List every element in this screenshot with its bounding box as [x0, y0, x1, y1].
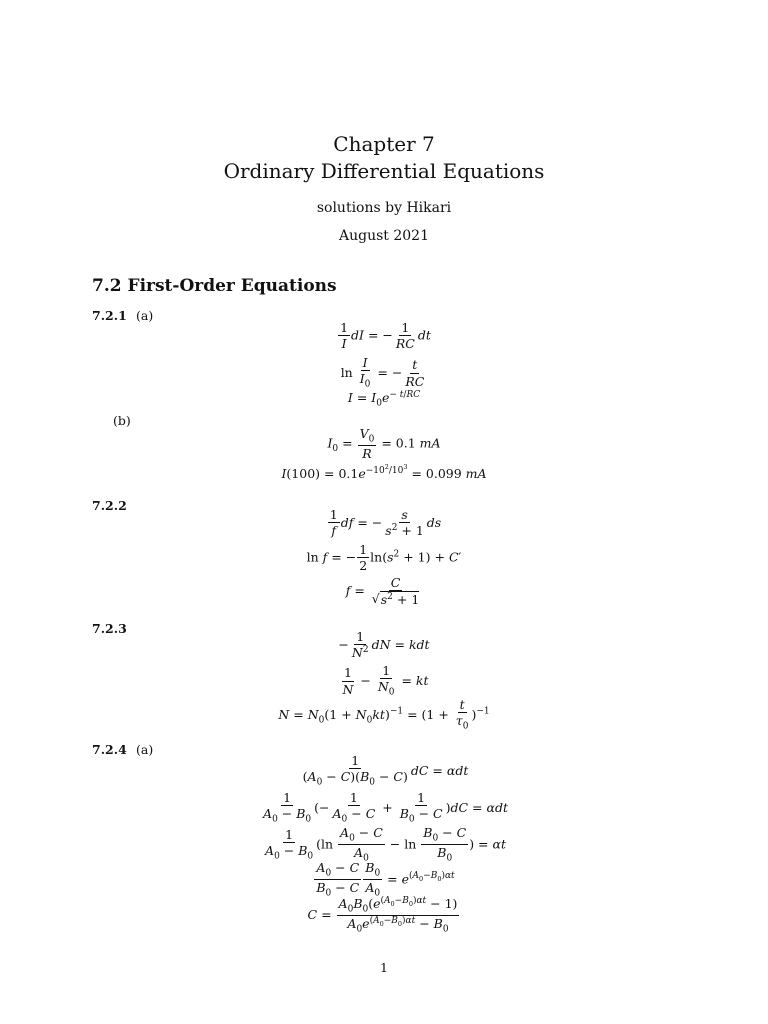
equation: − $\frac{1}{N^2}$ dN = kdt	[338, 629, 430, 661]
equation: $I_0$ = $\frac{V_0}{R}$ = 0.1 mA	[327, 426, 441, 461]
author-line: solutions by Hikari	[316, 200, 452, 216]
equation: C = $\frac{A_0B_0(e^{(A_0-B_0)\alpha t} - 1)}{A_0e^{(A_0-B_0)\alpha t} - B_0}$	[307, 896, 458, 935]
date-line: August 2021	[339, 228, 429, 244]
equation: $\frac{1}{A_0 - B_0}$ (− $\frac{1}{A_0 - C}$ + $\frac{1}{B_0 - C}$ )dC = αdt	[263, 790, 508, 825]
equation: $I = I_0e^{- t/RC}$	[347, 390, 421, 409]
problem-label-7-2-2: 7.2.2	[92, 498, 127, 513]
equation: $\frac{1}{A_0 - B_0}$ (ln $\frac{A_0 - C}{A_0}$ − ln $\frac{B_0 - C}{B_0}$ ) = αt	[265, 825, 506, 864]
equation: ln $\frac{I}{I_0}$ = − $\frac{t}{RC}$	[340, 355, 425, 390]
chapter-title: Ordinary Differential Equations	[223, 159, 545, 183]
problem-label-7-2-4: 7.2.4	[92, 742, 127, 757]
page-number: 1	[380, 960, 388, 975]
equation: $\frac{A_0 - C}{B_0 - C}$ $\frac{B_0}{A_0}$ = $e^{(A_0-B_0)\alpha t}$	[316, 860, 455, 899]
section-heading: 7.2 First-Order Equations	[92, 276, 337, 296]
equation: ln f = − $\frac{1}{2}$ $\ln(s^2 + 1) + C'$	[306, 542, 462, 574]
problem-label-7-2-3: 7.2.3	[92, 621, 127, 636]
equation: $I(100) = 0.1e^{-10^2/10^3} = 0.099$ mA	[281, 463, 487, 482]
equation: $\frac{1}{f}$ df = − $\frac{s}{s^2 + 1}$ ds	[329, 507, 442, 539]
equation: $\frac{1}{N}$ − $\frac{1}{N_0}$ = kt	[342, 663, 429, 698]
part-label-a: (a)	[136, 308, 154, 323]
equation: $N = N_0(1 + N_0kt)^{-1} = (1$ + $\frac{t}{\tau_0}$ )$^{-1}$	[278, 697, 490, 732]
problem-label-7-2-1: 7.2.1	[92, 308, 127, 323]
chapter-number: Chapter 7	[333, 132, 435, 156]
equation: $\frac{1}{(A_0 - C)(B_0 - C)}$ dC = αdt	[302, 753, 469, 788]
part-label-a: (a)	[136, 742, 154, 757]
part-label-b: (b)	[113, 413, 131, 428]
equation: $\frac{1}{I}$ dI = − $\frac{1}{RC}$ dt	[340, 320, 431, 352]
equation: f = $\frac{C}{√s^2 + 1}$	[345, 575, 420, 607]
